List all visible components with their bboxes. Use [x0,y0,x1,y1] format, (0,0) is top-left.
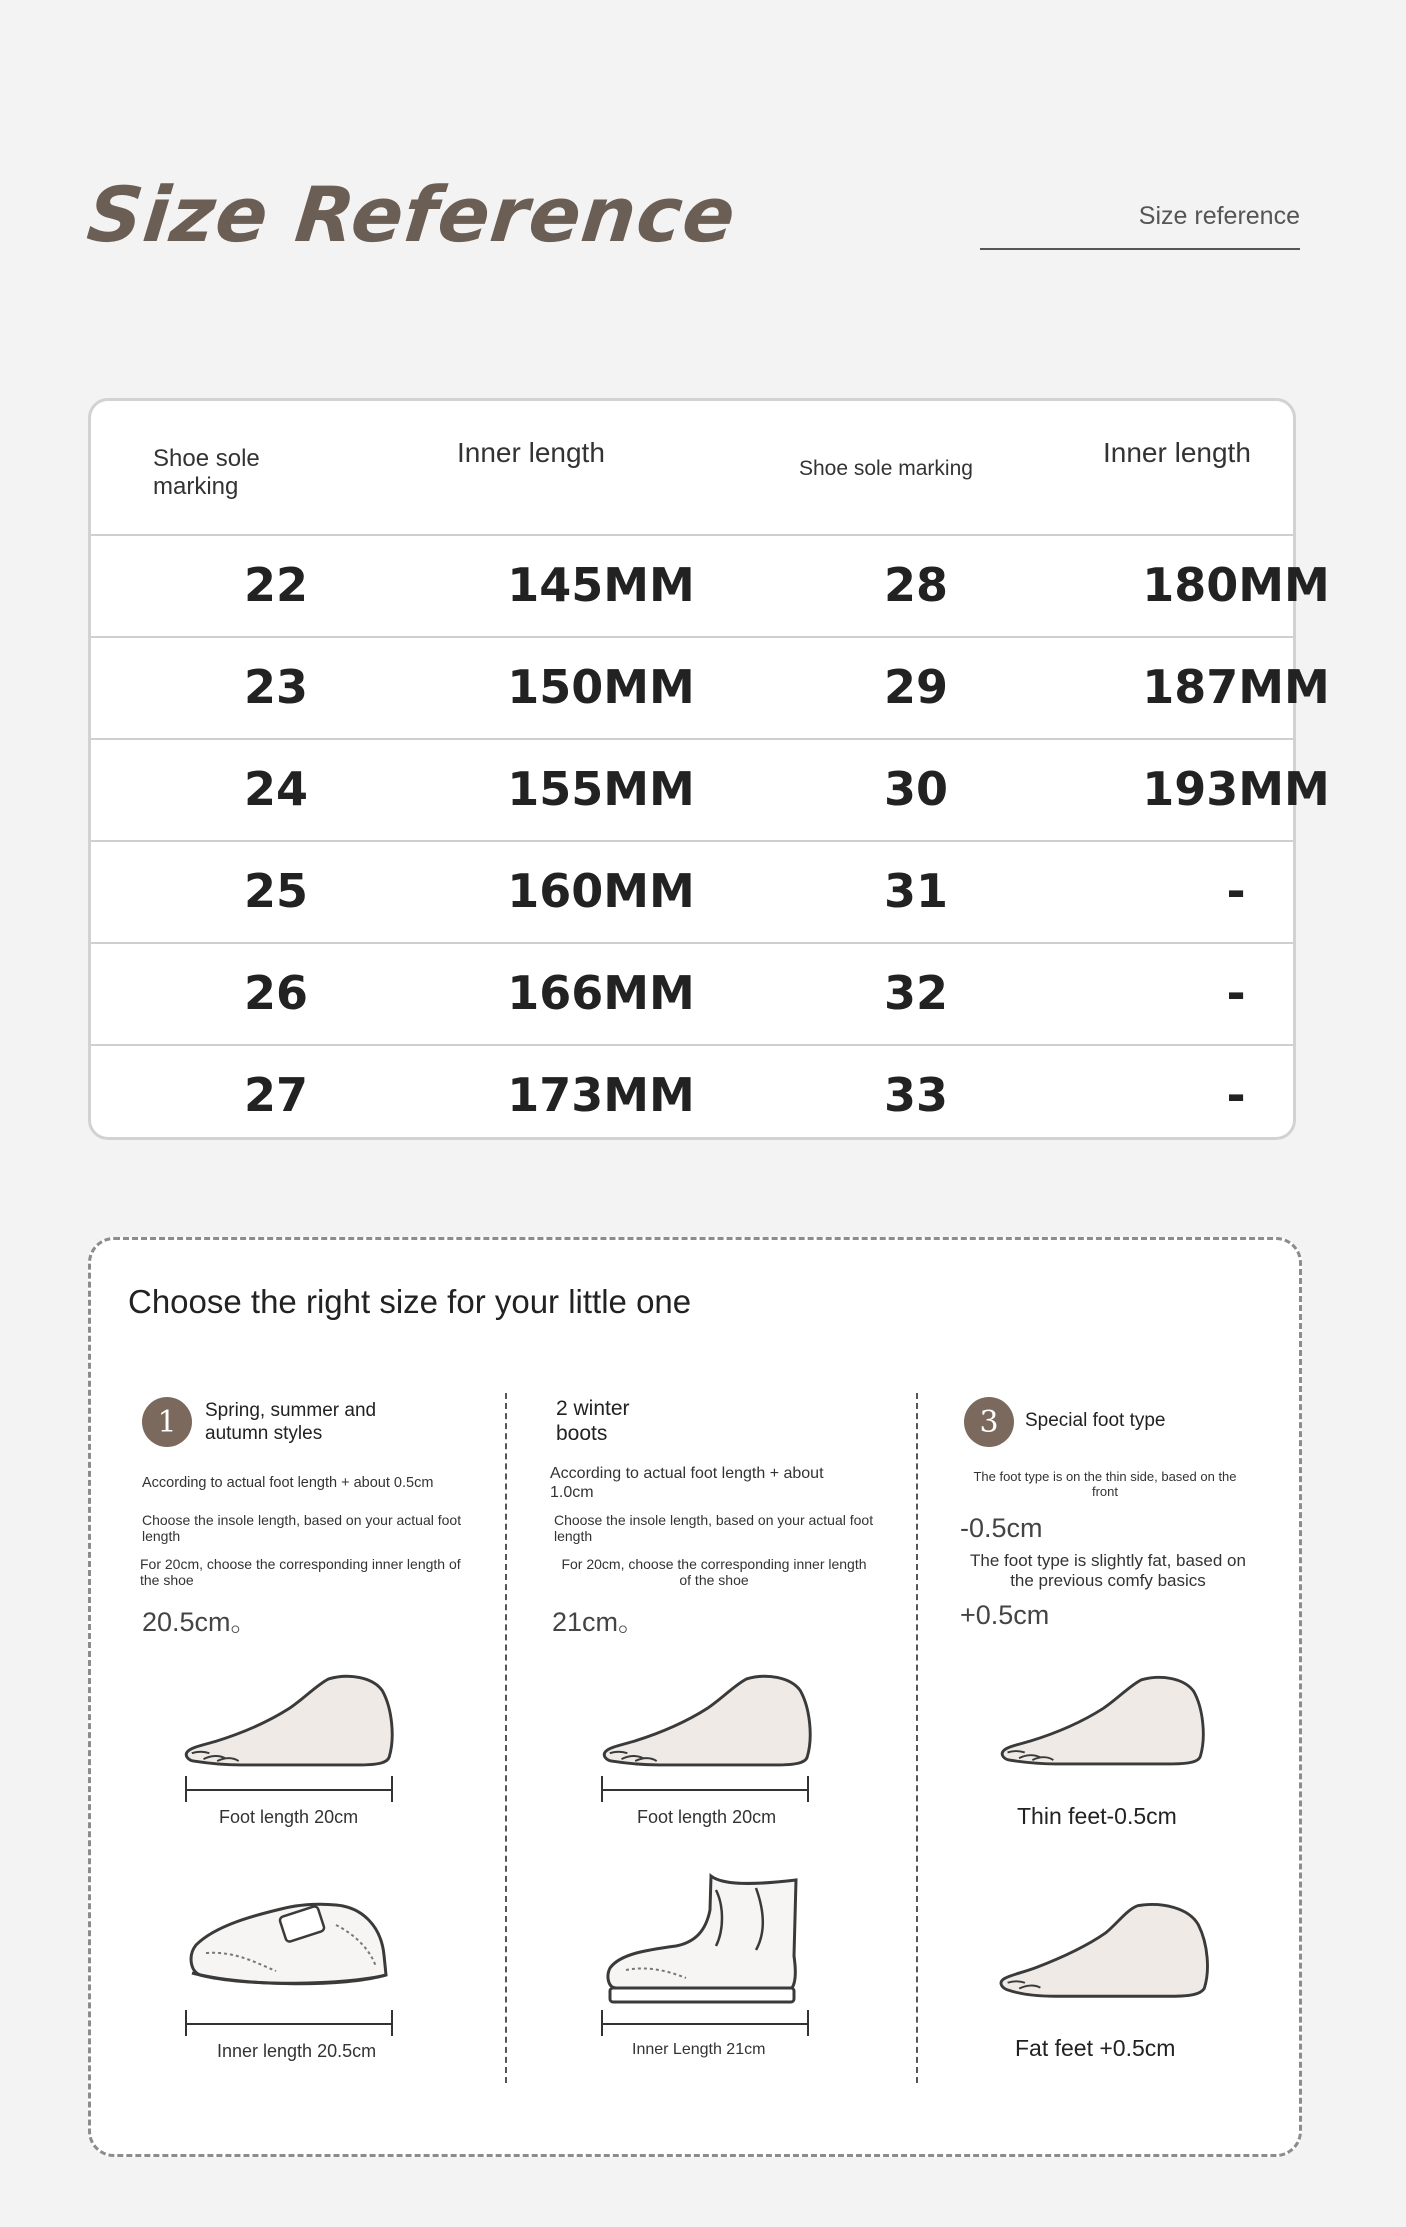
col1-line2: Choose the insole length, based on your actual foot length [142,1512,462,1545]
length-ruler [600,1774,810,1804]
col1-value: 20.5cm。 [142,1607,258,1637]
inner-length-cell: 150MM [507,660,695,714]
sole-marking-cell: 27 [243,1068,308,1122]
table-header [91,401,1293,536]
sole-marking-cell: 22 [243,558,308,612]
inner-length-cell: 166MM [507,966,695,1020]
foot-icon [182,1670,397,1770]
header-sole-marking-2: Shoe sole marking [799,457,973,480]
table-row [91,1044,1293,1146]
table-row [91,840,1293,944]
length-ruler [184,1774,394,1804]
length-ruler [600,2008,810,2038]
col3-heading: Special foot type [1025,1410,1166,1431]
guide-title: Choose the right size for your little one [128,1283,692,1320]
sole-marking-cell: 24 [243,762,308,816]
col1-line3: For 20cm, choose the corresponding inner length of the shoe [140,1556,461,1589]
foot-icon [998,1895,1210,2005]
inner-length-cell: 173MM [507,1068,695,1122]
foot-icon [998,1670,1208,1770]
page-subtitle: Size reference [1138,202,1300,230]
sole-marking-cell: 25 [243,864,308,918]
size-table [88,398,1330,1140]
col2-line1: According to actual foot length + about 1.0cm [550,1465,824,1502]
col3-value2: +0.5cm [960,1600,1050,1630]
header-sole-marking-1: Shoe sole marking [153,445,260,500]
col2-shoe-caption: Inner Length 21cm [632,2041,766,2058]
col1-heading: Spring, summer and autumn styles [205,1400,377,1444]
step-3-badge: 3 [964,1397,1014,1447]
inner-length-cell: - [1226,1068,1246,1122]
inner-length-cell: 160MM [507,864,695,918]
boot-icon [606,1870,806,2010]
col3-line2: The foot type is slightly fat, based on the previous comfy basics [970,1551,1246,1591]
col1-shoe-caption: Inner length 20.5cm [217,2041,377,2061]
sole-marking-cell: 28 [883,558,948,612]
inner-length-cell: 145MM [507,558,695,612]
col3-value1: -0.5cm [960,1513,1043,1543]
inner-length-cell: - [1226,966,1246,1020]
col2-line3: For 20cm, choose the corresponding inner length of the shoe [561,1556,867,1589]
table-row [91,636,1330,740]
inner-length-cell: 180MM [1142,558,1330,612]
table-row [91,738,1330,842]
length-ruler [184,2008,394,2038]
col2-foot-caption: Foot length 20cm [637,1807,777,1827]
sole-marking-cell: 29 [883,660,948,714]
table-row [91,534,1330,638]
inner-length-cell: 193MM [1142,762,1330,816]
col2-heading: 2 winter boots [556,1397,630,1446]
col1-foot-caption: Foot length 20cm [219,1807,359,1827]
header-inner-length-1: Inner length [457,437,605,468]
column-divider [505,1393,507,2083]
sole-marking-cell: 23 [243,660,308,714]
fat-feet-caption: Fat feet +0.5cm [1015,2035,1176,2061]
sneaker-icon [186,1895,396,1995]
inner-length-cell: 155MM [507,762,695,816]
sole-marking-cell: 33 [883,1068,948,1122]
page-title: Size Reference [83,170,741,259]
col2-value: 21cm。 [552,1607,646,1637]
subtitle-underline [980,248,1300,250]
sole-marking-cell: 26 [243,966,308,1020]
table-row [91,942,1293,1046]
inner-length-cell: - [1226,864,1246,918]
inner-length-cell: 187MM [1142,660,1330,714]
sole-marking-cell: 31 [883,864,948,918]
sole-marking-cell: 30 [883,762,948,816]
column-divider [916,1393,918,2083]
header-inner-length-2: Inner length [1103,437,1251,468]
foot-icon [600,1670,815,1770]
thin-feet-caption: Thin feet-0.5cm [1017,1803,1177,1829]
sole-marking-cell: 32 [883,966,948,1020]
col3-line1: The foot type is on the thin side, based on the front [973,1469,1237,1499]
col2-line2: Choose the insole length, based on your actual foot length [554,1512,874,1545]
col1-line1: According to actual foot length + about 0.5cm [142,1475,434,1491]
step-1-badge: 1 [142,1397,192,1447]
